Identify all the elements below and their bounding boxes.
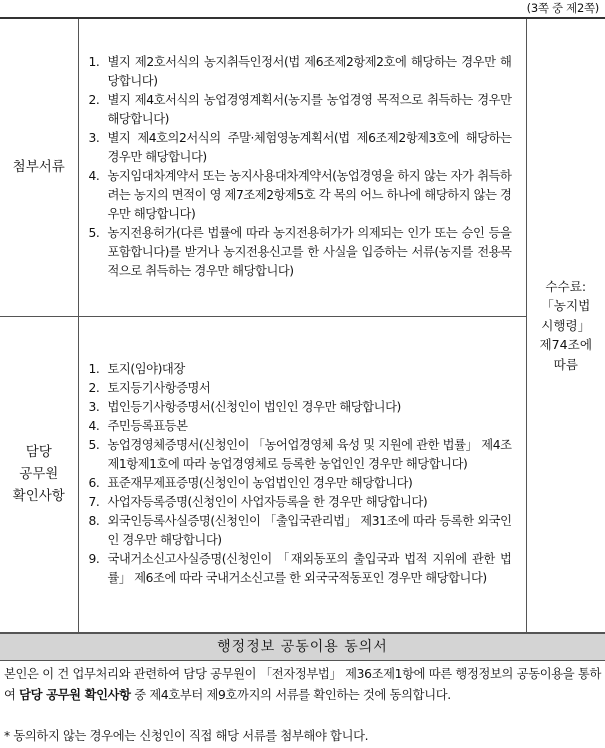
fee-line: 「농지법 xyxy=(541,298,591,313)
item-number: 2. xyxy=(88,381,100,395)
item-text: 법인등기사항증명서(신청인이 법인인 경우만 해당합니다) xyxy=(107,400,401,414)
list-item xyxy=(89,493,512,512)
consent-text-emphasis: 담당 공무원 확인사항 xyxy=(19,688,131,702)
officer-check-label xyxy=(0,316,78,632)
item-number: 1. xyxy=(88,362,100,376)
list-item xyxy=(89,398,512,417)
officer-label-line: 담당 xyxy=(25,444,52,460)
item-number: 5. xyxy=(88,438,100,452)
list-item xyxy=(89,53,512,91)
list-item xyxy=(89,129,512,167)
fee-line: 따름 xyxy=(553,356,578,372)
item-number: 3. xyxy=(88,131,100,146)
item-text: 별지 제4호서식의 농업경영계획서(농지를 농업경영 목적으로 취득하는 경우만 해당합니다) xyxy=(107,93,512,127)
officer-label-line: 공무원 xyxy=(19,466,59,482)
item-text: 토지등기사항증명서 xyxy=(107,381,211,395)
fee-line: 수수료: xyxy=(545,278,587,294)
item-number: 9. xyxy=(88,552,100,566)
item-number: 5. xyxy=(88,226,100,241)
officer-check-content xyxy=(78,316,526,632)
item-text: 농지전용허가(다른 법률에 따라 농지전용허가가 의제되는 인가 또는 승인 등을 포함합니다)를 받거나 농지전용신고를 한 사실을 입증하는 서류(농지를 전용목적으로 취득하는 경우만 해당합니다) xyxy=(107,226,512,279)
attachments-label: 첨부서류 xyxy=(0,18,78,316)
item-number: 1. xyxy=(88,55,100,70)
attachments-list xyxy=(89,53,512,281)
list-item xyxy=(89,91,512,129)
item-number: 8. xyxy=(88,514,100,528)
list-item xyxy=(89,474,512,493)
list-item xyxy=(89,436,512,474)
list-item xyxy=(89,379,512,398)
list-item xyxy=(89,417,512,436)
officer-label-line: 확인사항 xyxy=(12,488,65,504)
attachments-content xyxy=(78,18,526,316)
item-number: 6. xyxy=(88,476,100,490)
item-number: 3. xyxy=(88,400,100,414)
list-item xyxy=(89,550,512,588)
list-item xyxy=(89,167,512,224)
fee-text xyxy=(527,277,605,375)
consent-text-start: 본인은 이 건 업무처리와 관련하여 담당 공무원이 「전자정부법」 제36조제1항에 따른 행정정보의 공동이용을 통하여 xyxy=(4,667,601,702)
item-text: 사업자등록증명(신청인이 사업자등록을 한 경우만 해당합니다) xyxy=(107,495,428,509)
consent-footnote: * 동의하지 않는 경우에는 신청인이 직접 해당 서류를 첨부해야 합니다. xyxy=(4,729,369,743)
item-number: 4. xyxy=(88,419,100,433)
consent-title: 행정정보 공동이용 동의서 xyxy=(0,633,605,661)
item-text: 농지임대차계약서 또는 농지사용대차계약서(농업경영을 하지 않는 자가 취득하려는 농지의 면적이 영 제7조제2항제5호 각 목의 어느 하나에 해당하지 않는 경우만 해당합니다) xyxy=(107,169,512,222)
officer-check-list xyxy=(89,360,512,588)
item-number: 4. xyxy=(88,169,100,184)
item-text: 별지 제4호의2서식의 주말·체험영농계획서(법 제6조제2항제3호에 해당하는 경우만 해당합니다) xyxy=(107,131,512,165)
item-text: 표준재무제표증명(신청인이 농업법인인 경우만 해당합니다) xyxy=(107,476,413,490)
consent-body xyxy=(4,664,601,706)
list-item xyxy=(89,512,512,550)
document-table xyxy=(0,17,605,633)
item-text: 외국인등록사실증명(신청인이 「출입국관리법」 제31조에 따라 등록한 외국인인 경우만 해당합니다) xyxy=(107,514,512,547)
item-text: 국내거소신고사실증명(신청인이 「재외동포의 출입국과 법적 지위에 관한 법률」 제6조에 따라 국내거소신고를 한 외국국적동포인 경우만 해당합니다) xyxy=(107,552,512,585)
item-text: 주민등록표등본 xyxy=(107,419,188,433)
item-text: 농업경영체증명서(신청인이 「농어업경영체 육성 및 지원에 관한 법률」 제4조제1항제1호에 따라 농업경영체로 등록한 농업인인 경우만 해당합니다) xyxy=(107,438,512,471)
item-number: 2. xyxy=(88,93,100,108)
list-item xyxy=(89,360,512,379)
item-text: 토지(임야)대장 xyxy=(107,362,185,376)
page-number-note: (3쪽 중 제2쪽) xyxy=(526,1,599,15)
fee-line: 제74조에 xyxy=(539,337,593,352)
fee-line: 시행령」 xyxy=(541,317,591,333)
fee-cell xyxy=(526,18,605,632)
list-item xyxy=(89,224,512,281)
item-number: 7. xyxy=(88,495,100,509)
consent-text-end: 중 제4호부터 제9호까지의 서류를 확인하는 것에 동의합니다. xyxy=(130,688,451,702)
item-text: 별지 제2호서식의 농지취득인정서(법 제6조제2항제2호에 해당하는 경우만 해당합니다) xyxy=(107,55,512,89)
